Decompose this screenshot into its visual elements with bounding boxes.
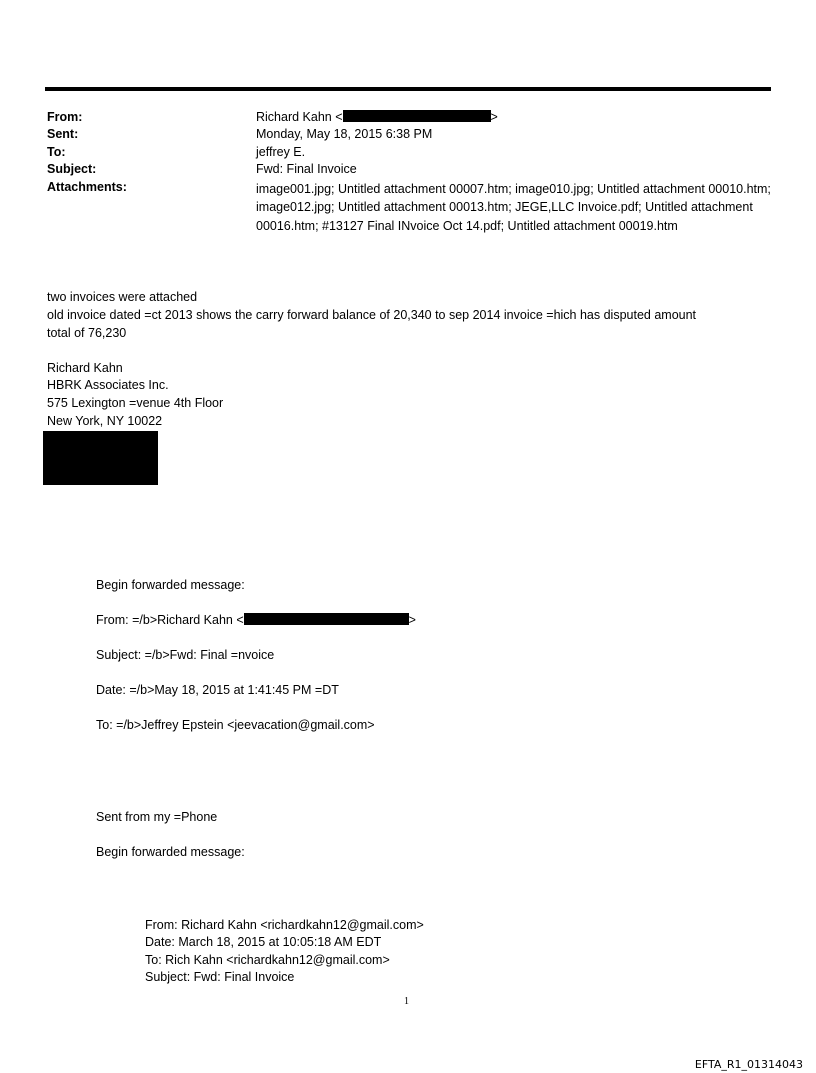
footer-id: EFTA_R1_01314043 bbox=[694, 1058, 803, 1071]
signature-name: Richard Kahn bbox=[47, 361, 123, 375]
sent-from: Sent from my =Phone bbox=[96, 810, 218, 824]
body-line: total of 76,230 bbox=[47, 326, 127, 340]
sent-label: Sent: bbox=[47, 127, 79, 141]
forward2-to: To: Rich Kahn <richardkahn12@gmail.com> bbox=[145, 953, 390, 967]
subject-label: Subject: bbox=[47, 162, 97, 176]
redaction-block bbox=[43, 431, 158, 485]
page-number: 1 bbox=[404, 996, 409, 1007]
forward-from-text: From: =/b>Richard Kahn < bbox=[96, 613, 244, 627]
signature-company: HBRK Associates Inc. bbox=[47, 378, 169, 392]
forward2-subject: Subject: Fwd: Final Invoice bbox=[145, 970, 295, 984]
redaction bbox=[343, 110, 491, 122]
body-line: two invoices were attached bbox=[47, 290, 198, 304]
forward-to: To: =/b>Jeffrey Epstein <jeevacation@gmail.com> bbox=[96, 718, 375, 732]
attachments-value: image001.jpg; Untitled attachment 00007.htm; image010.jpg; Untitled attachment 00010.htm; image012.jpg; Untitled attachment 00013.htm; JEGE,LLC Invoice.pdf; Untitled attachment 00016.htm; #13127 Final INvoice Oct 14.pdf; Untitled attachment 00019.htm bbox=[256, 182, 771, 233]
subject-value: Fwd: Final Invoice bbox=[256, 162, 357, 176]
forward-subject: Subject: =/b>Fwd: Final =nvoice bbox=[96, 648, 275, 662]
header-rule bbox=[45, 87, 771, 91]
signature-city: New York, NY 10022 bbox=[47, 414, 163, 428]
forward-date: Date: =/b>May 18, 2015 at 1:41:45 PM =DT bbox=[96, 683, 339, 697]
body-line: old invoice dated =ct 2013 shows the carry forward balance of 20,340 to sep 2014 invoice =hich has disputed amount bbox=[47, 308, 697, 322]
attachments-label: Attachments: bbox=[47, 180, 127, 194]
redaction bbox=[244, 613, 409, 625]
from-close: > bbox=[490, 110, 498, 124]
from-label: From: bbox=[47, 110, 83, 124]
forward2-from: From: Richard Kahn <richardkahn12@gmail.com> bbox=[145, 918, 424, 932]
from-value bbox=[256, 110, 498, 124]
from-name: Richard Kahn < bbox=[256, 110, 343, 124]
to-label: To: bbox=[47, 145, 66, 159]
forward-intro: Begin forwarded message: bbox=[96, 578, 245, 592]
to-value: jeffrey E. bbox=[256, 145, 306, 159]
forward2-date: Date: March 18, 2015 at 10:05:18 AM EDT bbox=[145, 935, 382, 949]
forward-from-close: > bbox=[408, 613, 416, 627]
sent-value: Monday, May 18, 2015 6:38 PM bbox=[256, 127, 433, 141]
forward-from bbox=[96, 613, 416, 627]
signature-address: 575 Lexington =venue 4th Floor bbox=[47, 396, 224, 410]
forward-intro: Begin forwarded message: bbox=[96, 845, 245, 859]
